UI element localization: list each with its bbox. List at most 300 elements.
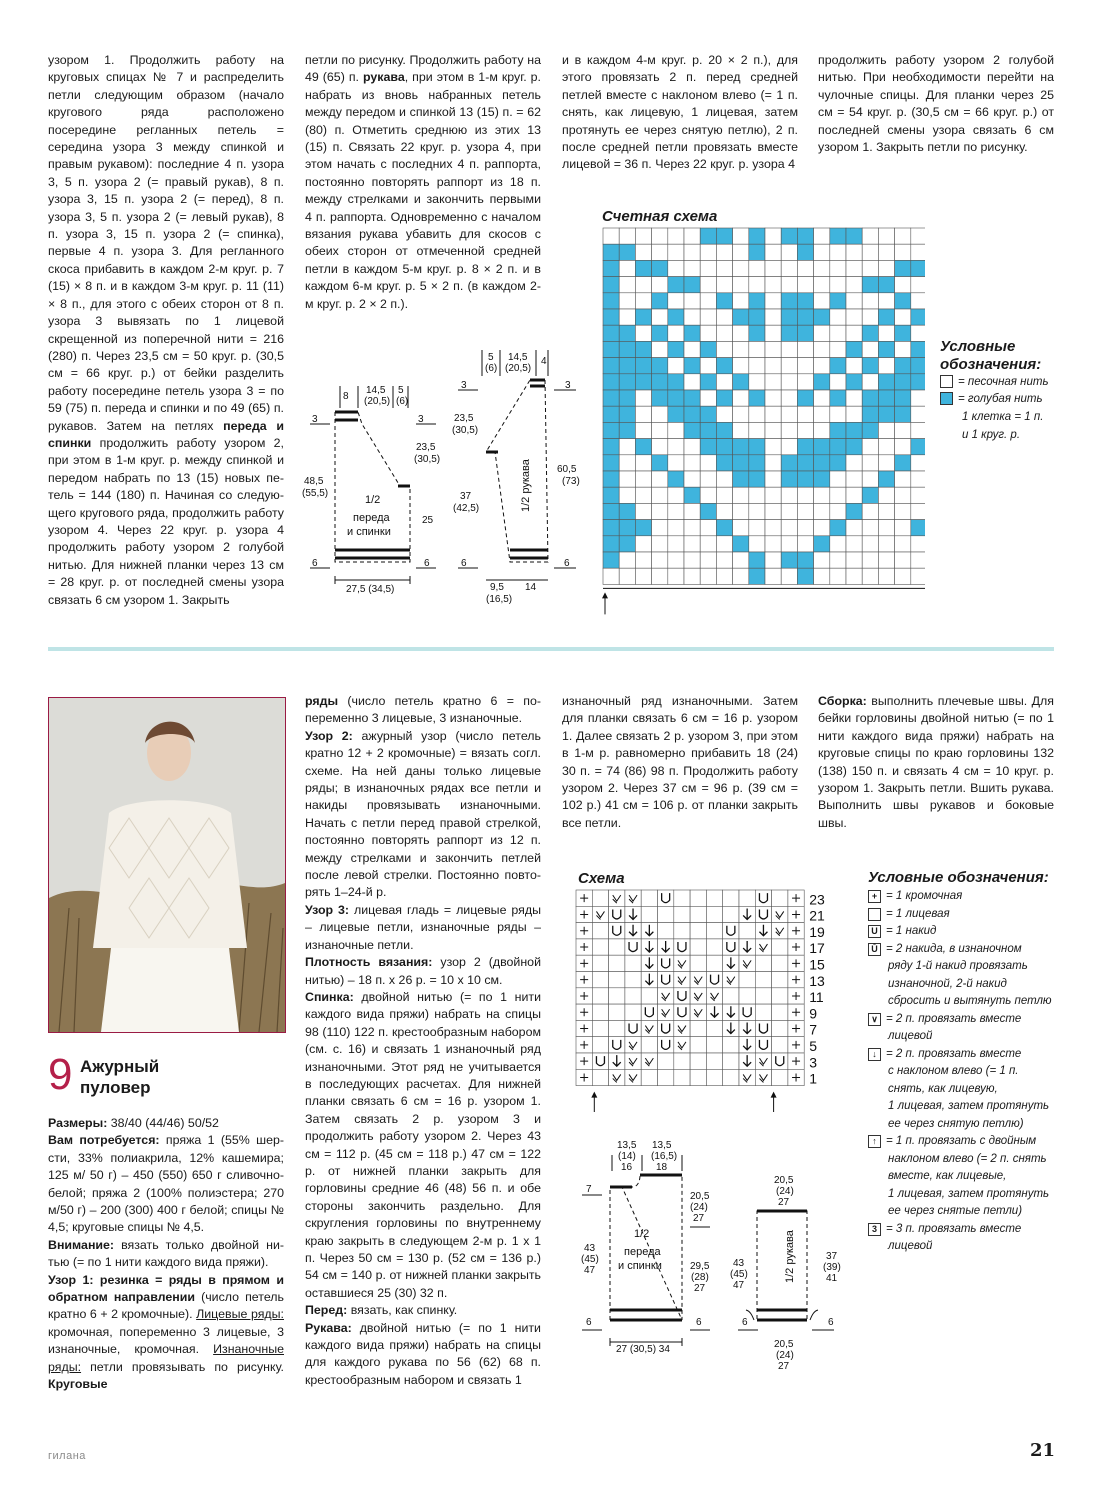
chart-cell xyxy=(700,552,716,568)
legend2-item xyxy=(868,1028,1058,1046)
chart-cell xyxy=(846,228,862,244)
section-divider xyxy=(48,647,1054,651)
chart-cell xyxy=(814,487,830,503)
chart-cell xyxy=(765,455,781,471)
chart-cell xyxy=(700,374,716,390)
pd1s-wbottom: 9,5 xyxy=(490,582,504,593)
lace-cell xyxy=(674,939,690,955)
chart-cell xyxy=(846,309,862,325)
pd1-w1: 8 xyxy=(343,391,349,402)
chart-cell xyxy=(781,358,797,374)
lace-cell xyxy=(658,1037,674,1053)
chart-cell xyxy=(814,358,830,374)
chart-cell xyxy=(862,358,878,374)
chart-cell xyxy=(635,503,651,519)
lace-cell xyxy=(658,1020,674,1036)
lace-cell xyxy=(592,1004,608,1020)
lace-repeat-arrow-head xyxy=(771,1092,777,1098)
lace-cell xyxy=(674,955,690,971)
pd2-hr2: 29,5 xyxy=(690,1261,710,1272)
lace-cell xyxy=(625,939,641,955)
chart-cell xyxy=(635,487,651,503)
legend2-symbol-icon: ↑ xyxy=(868,1135,881,1148)
chart-cell xyxy=(830,406,846,422)
lace-cell xyxy=(592,955,608,971)
chart-cell xyxy=(716,536,732,552)
lace-cell xyxy=(772,939,788,955)
lace-cell xyxy=(723,1037,739,1053)
chart-cell xyxy=(603,260,619,276)
chart-cell xyxy=(765,552,781,568)
legend2-item-label: лицевой xyxy=(888,1240,933,1252)
chart-cell xyxy=(716,471,732,487)
chart-cell xyxy=(895,568,911,584)
chart-cell xyxy=(749,520,765,536)
chart-cell xyxy=(733,277,749,293)
chart-cell xyxy=(895,471,911,487)
chart-cell xyxy=(716,277,732,293)
chart-cell xyxy=(846,552,862,568)
lace-chart xyxy=(572,886,838,1112)
chart-cell xyxy=(911,536,925,552)
chart-cell xyxy=(814,374,830,390)
pd2s-wtopb: (24) xyxy=(776,1186,794,1197)
p3-label: Узор 3: xyxy=(305,902,350,917)
legend2-item xyxy=(868,1151,1058,1169)
chart-cell xyxy=(862,520,878,536)
lace-cell xyxy=(625,972,641,988)
pd2-w1: 13,5 xyxy=(617,1140,637,1151)
text-column-3 xyxy=(562,52,798,174)
col2-bold: рукава xyxy=(363,70,405,85)
legend2-symbol-icon: U xyxy=(868,925,881,938)
chart-cell xyxy=(749,568,765,584)
chart-cell xyxy=(700,536,716,552)
chart-cell xyxy=(846,325,862,341)
lace-cell xyxy=(706,1069,722,1085)
legend2-item-label: 1 лицевая, затем протянуть xyxy=(888,1100,1050,1112)
chart-cell xyxy=(716,325,732,341)
chart-cell xyxy=(684,325,700,341)
chart-cell xyxy=(797,487,813,503)
chart-cell xyxy=(895,406,911,422)
legend1-title xyxy=(940,338,1041,374)
pd1-htop-r: 3 xyxy=(418,414,424,425)
chart-cell xyxy=(862,260,878,276)
chart-cell xyxy=(846,503,862,519)
lace-cell xyxy=(641,1004,657,1020)
chart-cell xyxy=(895,439,911,455)
chart-cell xyxy=(895,374,911,390)
chart-cell xyxy=(619,439,635,455)
chart-cell xyxy=(797,374,813,390)
chart-cell xyxy=(814,422,830,438)
chart-cell xyxy=(733,455,749,471)
lace-row-label: 3 xyxy=(809,1054,817,1071)
chart-cell xyxy=(684,520,700,536)
pd2-hr1: 20,5 xyxy=(690,1191,710,1202)
chart-cell xyxy=(716,390,732,406)
attention-label: Внимание: xyxy=(48,1237,115,1252)
assembly-text: выполнить плечевые швы. Для бейки горловины двойной нитью (= по 1 нити каждого вида пряжи) набрать на круговые спицы по краю горловины 132 (138) 150 п. и связать 4 см = 10 круг. р. узором 1. Закрыть петли. Вшить рукава. Выполнить швы рукавов и боковые швы. xyxy=(818,694,1054,830)
chart-cell xyxy=(878,439,894,455)
legend2-item-label: = 3 п. провязать вместе xyxy=(886,1222,1022,1235)
lace-cell xyxy=(739,890,755,906)
chart-cell xyxy=(684,260,700,276)
chart-cell xyxy=(716,244,732,260)
chart-cell xyxy=(619,277,635,293)
chart-cell xyxy=(668,520,684,536)
chart-cell xyxy=(700,228,716,244)
chart-cell xyxy=(668,374,684,390)
pd2-hbottom-r: 6 xyxy=(696,1317,702,1328)
sizes-label: Размеры: xyxy=(48,1116,108,1130)
chart-cell xyxy=(733,520,749,536)
chart-cell xyxy=(862,293,878,309)
lace-cell xyxy=(772,1020,788,1036)
chart-cell xyxy=(895,536,911,552)
lace-row-label: 7 xyxy=(809,1021,817,1038)
chart-cell xyxy=(635,471,651,487)
chart-cell xyxy=(619,568,635,584)
chart-cell xyxy=(684,341,700,357)
chart-cell xyxy=(603,487,619,503)
legend2-symbol-icon xyxy=(868,908,881,921)
lace-cell xyxy=(690,1053,706,1069)
chart-cell xyxy=(814,520,830,536)
col1-text: узором 1. Продолжить работу на круговых спицах № 7 и распределить петли следующим образом (начало кругового ряда расположено посередине регланных петель = середина узора 3 между спинкой и правым рукавом): последние 4 п. узора 3, 5 п. узора 2 (= правый рукав), 8 п. узора 3, 15 п. узора 2 (= перед), 8 п. узора 3, 5 п. узора 2 (= левый рукав), 8 п. узора 3, 15 п. узора 2 (= спинка), первые 4 п. узора 3. Для регланного скоса прибавить в каждом 2-м круг. р. 7 (15) × 8 п. и в каждом 3-м круг. р. 11 (11) × 8 п., для этого с обеих сторон от 8 п. узора 3 вывязать по 1 лицевой скрещенной из поперечной нити = 216 (280) п. Через 23,5 см = 50 круг. р. (30,5 см = 66 круг. р.) от бейки разделить работу посередине петель узора 3 = по 59 (75) п. переда и спинки и по 49 (65) п. рукавов. Затем на петлях xyxy=(48,53,284,433)
lace-cell xyxy=(609,1069,625,1085)
pd2-w2: 13,5 xyxy=(652,1140,672,1151)
p1-bold: резинка = ряды в прямом и обратном направлении xyxy=(48,1272,284,1305)
chart-cell xyxy=(765,277,781,293)
chart-cell xyxy=(846,520,862,536)
chart-cell xyxy=(830,439,846,455)
chart-cell xyxy=(830,358,846,374)
legend2-item xyxy=(868,1238,1058,1256)
legend2-item-label: ее через снятую петлю) xyxy=(888,1117,1024,1130)
chart-cell xyxy=(603,293,619,309)
lace-cell xyxy=(658,955,674,971)
back-text: двойной нитью (= по 1 нити каждого вида пряжи) набрать на спицы 98 (110) 122 п. крестообразным набором (см. с. 16) и связать 1 изнаночный ряд изнаночными. Этот ряд не учитывается в последующих расчетах. Для нижней планки связать 6 см = 16 р. узором 1. Затем связать 2 р. узором 3 и продолжить работу узором 2. Через 43 см = 112 р. (45 см = 118 р.) 47 см = 122 р. от нижней планки закрыть для горловины средние 46 (48) 56 п. и обе стороны закончить раздельно. Для скругления горловины по внутреннему краю закрыть в следующем 2-м р. 1 x 1 п. Через 50 см = 130 р. (52 см = 136 р.) 54 см = 140 р. от нижней планки закрыть оставшиеся 25 (30) 32 п. xyxy=(305,989,541,1300)
lace-cell xyxy=(739,955,755,971)
chart-cell xyxy=(846,487,862,503)
chart-cell xyxy=(846,568,862,584)
chart-cell xyxy=(862,439,878,455)
lace-cell xyxy=(674,1037,690,1053)
lace-cell xyxy=(690,955,706,971)
chart-cell xyxy=(716,341,732,357)
chart-cell xyxy=(878,260,894,276)
chart-cell xyxy=(814,536,830,552)
chart-cell xyxy=(830,471,846,487)
chart-cell xyxy=(878,309,894,325)
lace-row-label: 9 xyxy=(809,1005,817,1022)
chart-cell xyxy=(733,374,749,390)
chart-cell xyxy=(895,552,911,568)
chart-cell xyxy=(652,503,668,519)
legend2-item-label: = 2 п. провязать вместе xyxy=(886,1047,1022,1060)
chart-cell xyxy=(781,503,797,519)
text-column-4 xyxy=(818,52,1054,156)
bottom-column-1 xyxy=(48,1115,284,1394)
pd2-htop: 7 xyxy=(586,1184,592,1195)
chart-cell xyxy=(749,552,765,568)
lace-cell xyxy=(723,923,739,939)
legend2-item-label: = 1 лицевая xyxy=(886,907,950,920)
chart-cell xyxy=(814,568,830,584)
chart-cell xyxy=(830,325,846,341)
pd1s-hrightb: (73) xyxy=(562,476,580,487)
chart-cell xyxy=(862,309,878,325)
chart-cell xyxy=(765,406,781,422)
chart-cell xyxy=(765,325,781,341)
pd2s-hleftc: 47 xyxy=(733,1280,745,1291)
sleeves-text: двойной нитью (= по 1 нити каждого вида пряжи) набрать на спицы для каждого рукава по 56 (62) 68 п. крестообразным набором и связать 1 xyxy=(305,1320,541,1387)
chart-cell xyxy=(797,358,813,374)
chart-cell xyxy=(684,422,700,438)
lace-cell xyxy=(674,890,690,906)
chart-cell xyxy=(878,503,894,519)
lace-cell xyxy=(690,1037,706,1053)
lace-row-label: 15 xyxy=(809,956,825,973)
lace-cell xyxy=(772,923,788,939)
chart-cell xyxy=(895,520,911,536)
chart-cell xyxy=(830,503,846,519)
chart-cell xyxy=(830,487,846,503)
section-number: 9 xyxy=(48,1050,73,1099)
chart-cell xyxy=(846,260,862,276)
chart-cell xyxy=(878,568,894,584)
lace-cell xyxy=(755,988,771,1004)
chart-cell xyxy=(652,536,668,552)
section-title-line1: Ажурный xyxy=(80,1057,160,1076)
pd2-hr2b: (28) xyxy=(691,1272,709,1283)
chart-cell xyxy=(635,406,651,422)
chart-cell xyxy=(700,503,716,519)
chart-cell xyxy=(700,260,716,276)
legend2-symbol-icon: + xyxy=(868,890,881,903)
legend2-item-label: ряду 1-й накид провязать xyxy=(888,960,1028,972)
chart-cell xyxy=(700,422,716,438)
lace-cell xyxy=(706,972,722,988)
chart-cell xyxy=(635,520,651,536)
lace-cell xyxy=(690,890,706,906)
chart-cell xyxy=(749,406,765,422)
chart-cell xyxy=(749,455,765,471)
chart-cell xyxy=(603,358,619,374)
chart-cell xyxy=(716,374,732,390)
lace-cell xyxy=(674,1020,690,1036)
chart-cell xyxy=(635,374,651,390)
legend2-symbol-icon: Ů xyxy=(868,943,881,956)
chart-cell xyxy=(700,341,716,357)
chart-cell xyxy=(878,277,894,293)
chart-cell xyxy=(862,228,878,244)
chart-cell xyxy=(652,487,668,503)
pd1-hbody: 25 xyxy=(422,515,434,526)
chart-cell xyxy=(862,422,878,438)
chart-cell xyxy=(684,439,700,455)
chart-cell xyxy=(668,293,684,309)
legend2-item xyxy=(868,1168,1058,1186)
pd2-w2b: (16,5) xyxy=(651,1151,678,1162)
legend2-item xyxy=(868,1203,1058,1221)
legend2-item xyxy=(868,888,1058,906)
chart-cell xyxy=(603,455,619,471)
chart-cell xyxy=(911,422,925,438)
pd1-label3: и спинки xyxy=(347,526,391,538)
chart-cell xyxy=(895,277,911,293)
lace-cell xyxy=(723,1069,739,1085)
lace-cell xyxy=(690,1069,706,1085)
lace-cell xyxy=(641,988,657,1004)
lace-chart-title: Схема xyxy=(578,870,625,887)
chart-cell xyxy=(911,228,925,244)
chart-cell xyxy=(619,487,635,503)
legend2-item xyxy=(868,923,1058,941)
chart-cell xyxy=(814,277,830,293)
lace-cell xyxy=(706,1037,722,1053)
chart-cell xyxy=(668,260,684,276)
chart-cell xyxy=(814,228,830,244)
legend2-item-label: сбросить и вытянуть петлю xyxy=(888,995,1052,1007)
p1-label: Узор 1: xyxy=(48,1272,94,1287)
chart-cell xyxy=(814,390,830,406)
lace-cell xyxy=(772,1037,788,1053)
pd2s-hleftb: (45) xyxy=(730,1269,748,1280)
chart-cell xyxy=(814,406,830,422)
lace-cell xyxy=(674,906,690,922)
chart-cell xyxy=(603,325,619,341)
chart-cell xyxy=(895,228,911,244)
chart-cell xyxy=(846,277,862,293)
chart-cell xyxy=(716,520,732,536)
lace-cell xyxy=(772,972,788,988)
chart-cell xyxy=(862,552,878,568)
pd1-label1: 1/2 xyxy=(365,494,381,506)
chart-cell xyxy=(619,422,635,438)
chart-cell xyxy=(846,406,862,422)
legend2-item-label: = 2 п. провязать вместе xyxy=(886,1012,1022,1025)
pd2-label1: 1/2 xyxy=(634,1228,650,1240)
chart-cell xyxy=(668,422,684,438)
chart-cell xyxy=(797,520,813,536)
lace-cell xyxy=(641,1037,657,1053)
pd2-hr2c: 27 xyxy=(694,1283,706,1294)
lace-cell xyxy=(739,1069,755,1085)
lace-row-label: 19 xyxy=(809,923,825,940)
lace-cell xyxy=(592,1053,608,1069)
chart-cell xyxy=(716,487,732,503)
chart-cell xyxy=(797,568,813,584)
sand-swatch xyxy=(940,375,953,388)
chart-cell xyxy=(911,487,925,503)
lace-cell xyxy=(706,1053,722,1069)
chart-cell xyxy=(797,455,813,471)
chart-cell xyxy=(716,568,732,584)
chart-cell xyxy=(911,439,925,455)
pd2s-wbottomb: (24) xyxy=(776,1350,794,1361)
pd1-w2b: (20,5) xyxy=(364,396,391,407)
lace-cell xyxy=(625,1020,641,1036)
lace-cell xyxy=(690,906,706,922)
chart-cell xyxy=(603,374,619,390)
lace-row-label: 17 xyxy=(809,940,825,957)
chart-cell xyxy=(700,309,716,325)
legend2-item xyxy=(868,1098,1058,1116)
chart-cell xyxy=(878,358,894,374)
chart-cell xyxy=(878,244,894,260)
lace-cell xyxy=(609,1037,625,1053)
lace-cell xyxy=(609,1020,625,1036)
chart-cell xyxy=(862,244,878,260)
chart-cell xyxy=(862,536,878,552)
chart-cell xyxy=(814,552,830,568)
chart-cell xyxy=(668,568,684,584)
chart-cell xyxy=(797,390,813,406)
pd2s-hrightc: 41 xyxy=(826,1273,838,1284)
chart-cell xyxy=(733,536,749,552)
photo-illustration xyxy=(49,698,285,1032)
chart-cell xyxy=(749,277,765,293)
chart-cell xyxy=(733,341,749,357)
chart-cell xyxy=(668,487,684,503)
chart-cell xyxy=(878,471,894,487)
legend2-symbol-icon: ∨ xyxy=(868,1013,881,1026)
chart-cell xyxy=(619,455,635,471)
chart-cell xyxy=(603,568,619,584)
section-title xyxy=(80,1056,159,1098)
p1-text: (число петель кратно 6 + 2 кромочные). xyxy=(48,1290,284,1322)
chart-cell xyxy=(749,244,765,260)
lace-cell xyxy=(658,988,674,1004)
chart-cell xyxy=(652,260,668,276)
lace-cell xyxy=(690,1020,706,1036)
chart-cell xyxy=(635,293,651,309)
chart-cell xyxy=(814,439,830,455)
chart-cell xyxy=(749,293,765,309)
chart-cell xyxy=(635,228,651,244)
chart-cell xyxy=(652,228,668,244)
chart-cell xyxy=(668,406,684,422)
round-label: Круговые xyxy=(48,1377,108,1392)
lace-row-label: 23 xyxy=(809,891,825,908)
chart-cell xyxy=(895,341,911,357)
legend1-title-line2: обозначения: xyxy=(940,356,1042,373)
lace-cell xyxy=(674,923,690,939)
chart-cell xyxy=(765,520,781,536)
lace-cell xyxy=(690,972,706,988)
count-chart xyxy=(595,224,925,616)
chart-cell xyxy=(765,228,781,244)
chart-cell xyxy=(652,374,668,390)
chart-cell xyxy=(830,277,846,293)
chart-cell xyxy=(862,406,878,422)
pd1-hmidb: (30,5) xyxy=(414,454,441,465)
chart-cell xyxy=(635,390,651,406)
chart-cell xyxy=(635,309,651,325)
blue-swatch xyxy=(940,392,953,405)
chart-cell xyxy=(652,422,668,438)
chart-cell xyxy=(635,341,651,357)
chart-cell xyxy=(619,374,635,390)
chart-cell xyxy=(668,536,684,552)
lace-cell xyxy=(739,1004,755,1020)
chart-cell xyxy=(603,536,619,552)
chart-cell xyxy=(797,406,813,422)
lace-cell xyxy=(755,1004,771,1020)
